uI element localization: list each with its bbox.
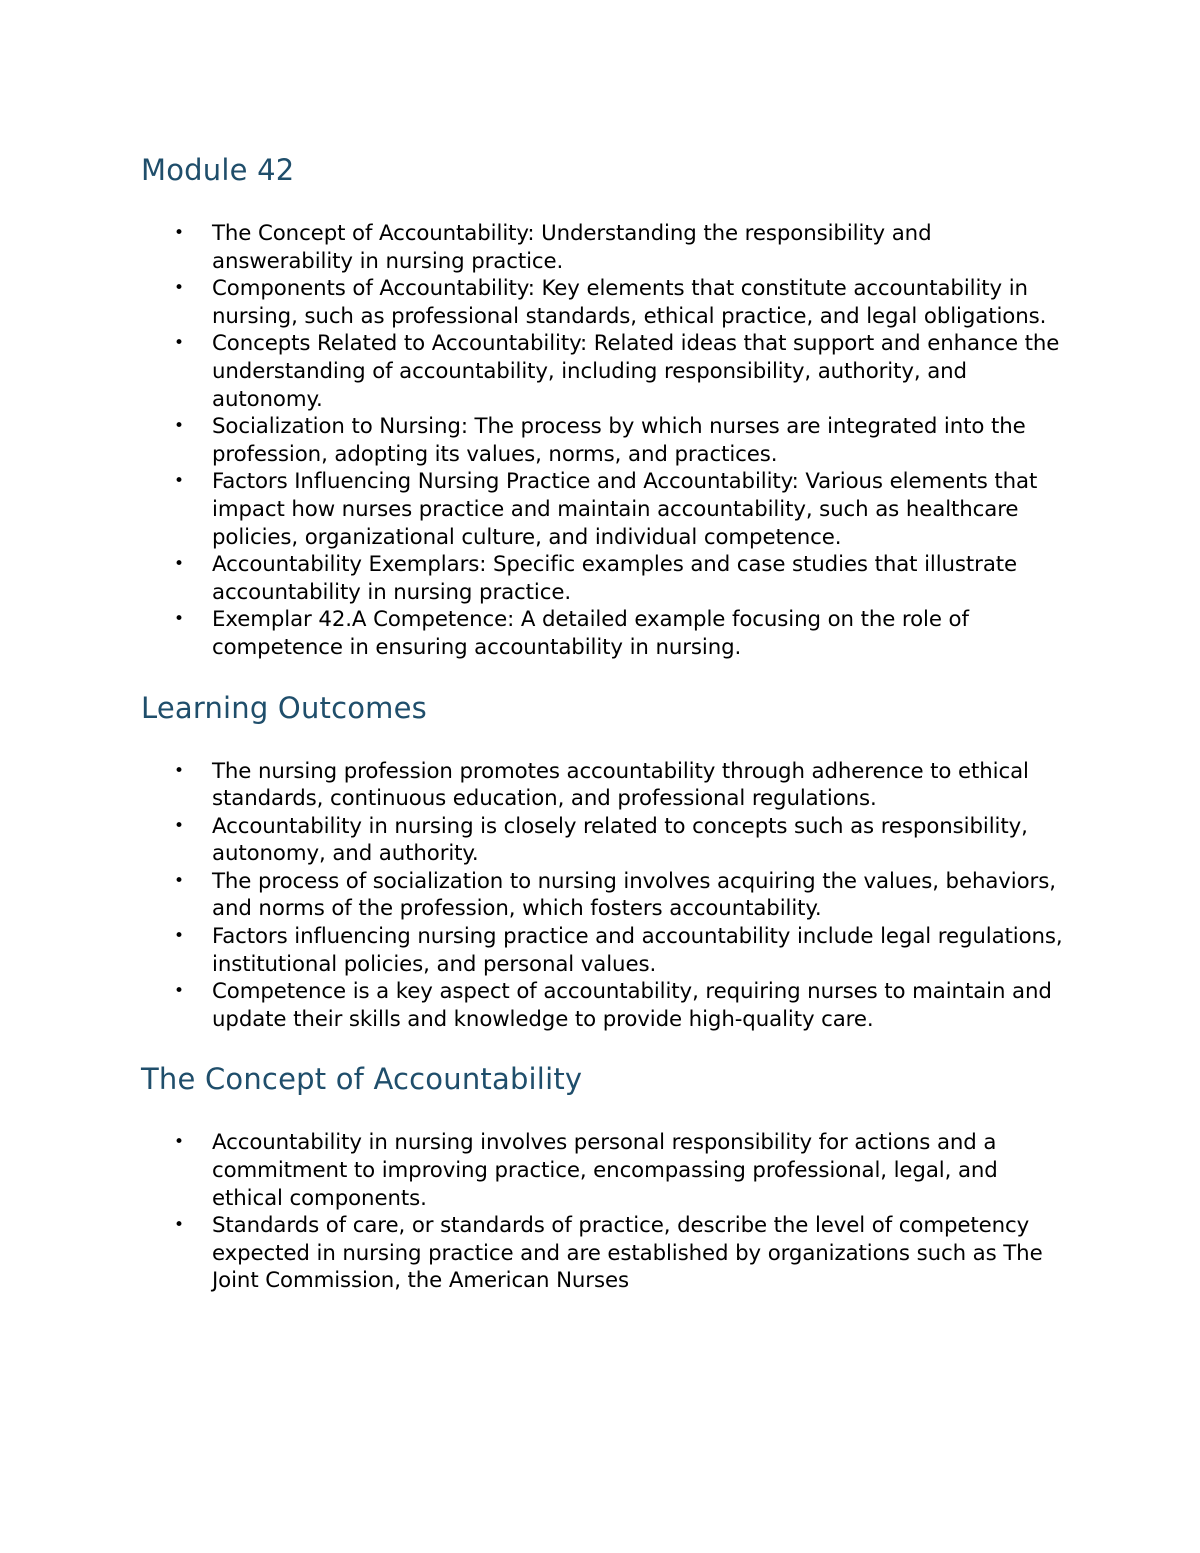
bullet-icon: • [174,981,184,1002]
bullet-icon: • [174,1215,184,1236]
list-item-text: The nursing profession promotes accountability through adherence to ethical standards, continuous education, and professional regulations. [212,758,1029,812]
list-item [141,1129,1071,1212]
list-item [141,606,1071,661]
list-item-text: Standards of care, or standards of practice, describe the level of competency expected in nursing practice and are established by organizations such as The Joint Commission, the American Nurses [212,1213,1043,1294]
section-heading: Learning Outcomes [141,690,427,725]
bullet-icon: • [174,333,184,354]
list-item [141,330,1071,413]
bullet-list [141,220,1071,662]
bullet-icon: • [174,870,184,891]
list-item [141,758,1071,813]
list-item-text: Accountability in nursing involves personal responsibility for actions and a commitment to improving practice, encompassing professional, legal, and ethical components. [212,1130,998,1211]
list-item-text: The process of socialization to nursing involves acquiring the values, behaviors, and norms of the profession, which fosters accountability. [212,868,1056,922]
bullet-list [141,1129,1071,1295]
list-item [141,220,1071,275]
list-item-text: Factors influencing nursing practice and accountability include legal regulations, institutional policies, and personal values. [212,924,1063,977]
bullet-icon: • [174,1132,184,1153]
bullet-icon: • [174,609,184,630]
section-heading: The Concept of Accountability [141,1062,583,1097]
list-item-text: Accountability in nursing is closely related to concepts such as responsibility, autonomy, and authority. [212,813,1028,867]
section-module-42 [141,150,1071,662]
list-item [141,275,1071,330]
list-item [141,923,1071,978]
list-item [141,551,1071,606]
list-item [141,1212,1071,1295]
list-item-text: Exemplar 42.A Competence: A detailed example focusing on the role of competence in ensuring accountability in nursing. [212,607,969,660]
bullet-icon: • [174,926,184,947]
section-heading: Module 42 [141,153,295,187]
document-page [141,150,1071,1321]
bullet-list [141,758,1071,1034]
bullet-icon: • [174,278,184,299]
list-item [141,813,1071,868]
section-learning-outcomes [141,688,1071,1034]
list-item-text: Accountability Exemplars: Specific examples and case studies that illustrate accountability in nursing practice. [212,552,1018,605]
bullet-icon: • [174,471,184,492]
list-item-text: Components of Accountability: Key elements that constitute accountability in nursing, such as professional standards, ethical practice, and legal obligations. [212,276,1047,329]
list-item-text: Competence is a key aspect of accountability, requiring nurses to maintain and update their skills and knowledge to provide high-quality care. [212,979,1052,1032]
bullet-icon: • [174,416,184,437]
list-item [141,868,1071,923]
bullet-icon: • [174,554,184,575]
list-item [141,413,1071,468]
list-item-text: Socialization to Nursing: The process by which nurses are integrated into the profession, adopting its values, norms, and practices. [212,414,1026,467]
bullet-icon: • [174,815,184,836]
bullet-icon: • [174,760,184,781]
list-item [141,978,1071,1033]
section-concept-of-accountability [141,1059,1071,1295]
bullet-icon: • [174,223,184,243]
list-item [141,468,1071,551]
list-item-text: Concepts Related to Accountability: Related ideas that support and enhance the understanding of accountability, including responsibility, authority, and autonomy. [212,331,1060,412]
list-item-text: The Concept of Accountability: Understanding the responsibility and answerability in nursing practice. [212,221,932,274]
list-item-text: Factors Influencing Nursing Practice and Accountability: Various elements that impact how nurses practice and maintain accountability, such as healthcare policies, organizational culture, and individual competence. [212,469,1038,550]
